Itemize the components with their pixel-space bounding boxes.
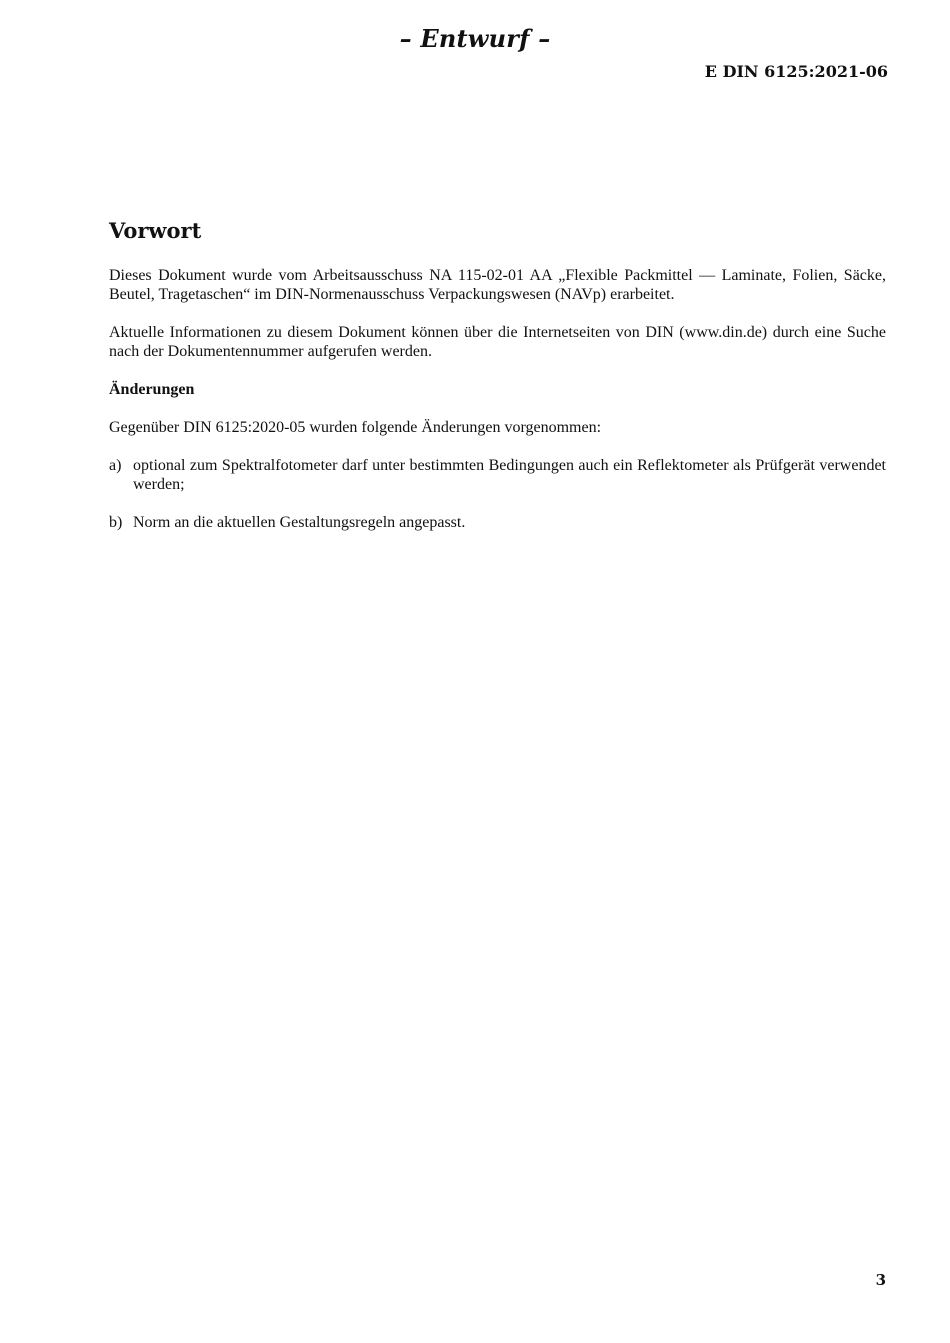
list-marker: a) <box>109 457 122 474</box>
list-item <box>109 456 886 494</box>
paragraph-committee: Dieses Dokument wurde vom Arbeitsausschuss NA 115-02-01 AA „Flexible Packmittel — Laminate, Folien, Säcke, Beutel, Tragetaschen“ im DIN-Normenausschuss Verpackungswesen (NAVp) erarbeitet. <box>109 267 886 303</box>
list-text: optional zum Spektralfotometer darf unter bestimmten Bedingungen auch ein Reflektometer als Prüfgerät verwendet werden; <box>133 457 886 493</box>
draft-watermark-heading: – Entwurf – <box>399 24 551 53</box>
list-marker: b) <box>109 514 123 531</box>
section-title: Vorwort <box>109 218 202 243</box>
page-number: 3 <box>875 1271 886 1289</box>
document-identifier: E DIN 6125:2021-06 <box>704 62 888 81</box>
paragraph-information: Aktuelle Informationen zu diesem Dokument können über die Internetseiten von DIN (www.din.de) durch eine Suche nach der Dokumentennummer aufgerufen werden. <box>109 324 886 360</box>
changes-intro: Gegenüber DIN 6125:2020-05 wurden folgende Änderungen vorgenommen: <box>109 419 602 436</box>
list-item <box>109 513 886 532</box>
list-text: Norm an die aktuellen Gestaltungsregeln angepasst. <box>133 514 466 531</box>
changes-heading: Änderungen <box>109 381 195 398</box>
foreword-section <box>109 218 886 551</box>
